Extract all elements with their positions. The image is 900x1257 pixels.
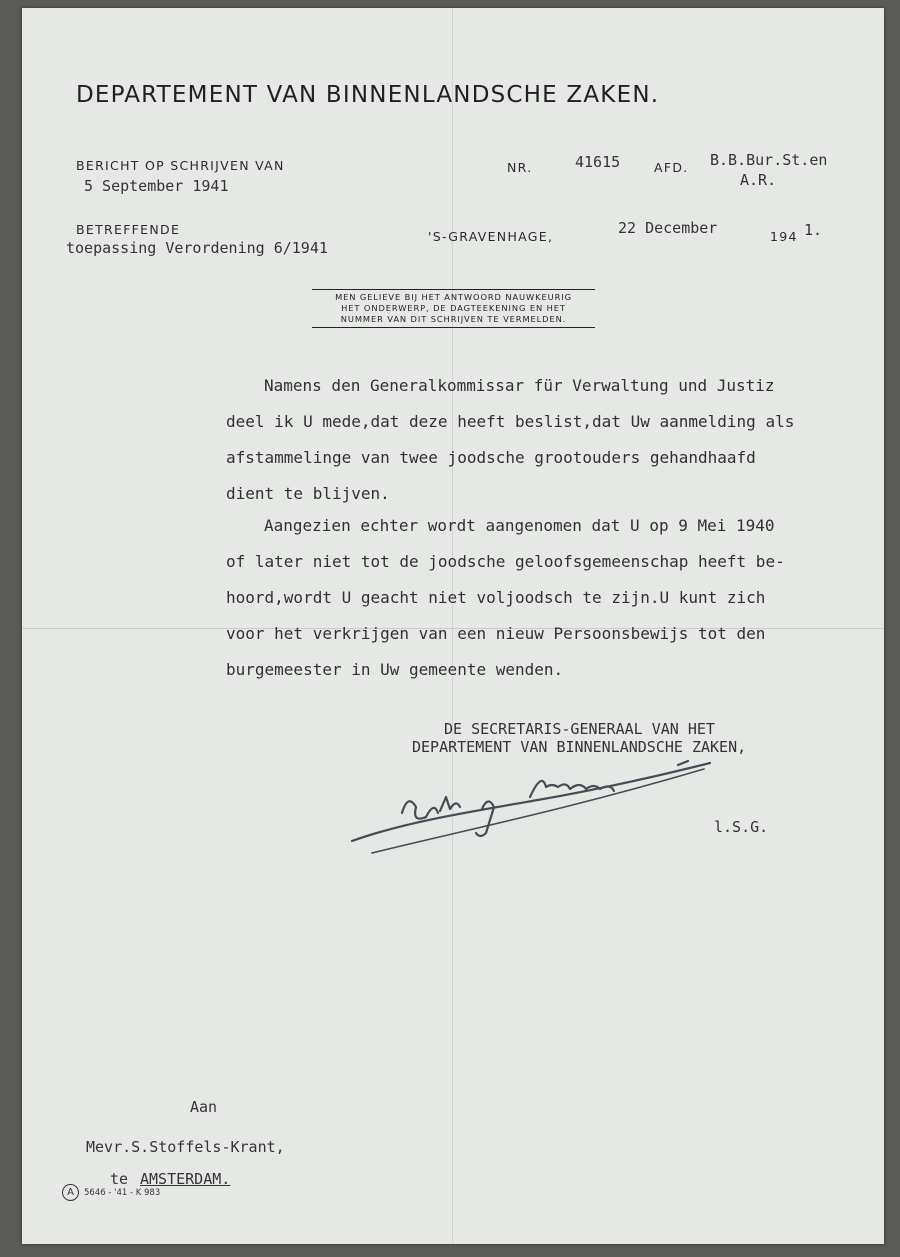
body-p1-line1: Namens den Generalkommissar für Verwaltung und Justiz [264, 376, 775, 395]
body-p2-line3: hoord,wordt U geacht niet voljoodsch te zijn.U kunt zich [226, 588, 766, 607]
bericht-label: BERICHT OP SCHRIJVEN VAN [76, 158, 285, 173]
body-p2-line4: voor het verkrijgen van een nieuw Persoonsbewijs tot den [226, 624, 766, 643]
addressee-city: AMSTERDAM. [140, 1170, 231, 1188]
signature-title-line2: DEPARTEMENT VAN BINNENLANDSCHE ZAKEN, [412, 738, 747, 756]
addressee-aan: Aan [190, 1098, 218, 1116]
betreffende-value: toepassing Verordening 6/1941 [66, 239, 328, 257]
afd-label: AFD. [654, 160, 689, 175]
nr-label: NR. [507, 160, 533, 175]
letter-date: 22 December [618, 219, 718, 237]
reply-notice-line2: HET ONDERWERP, DE DAGTEEKENING EN HET [341, 303, 566, 313]
printer-code: 5646 - '41 - K 983 [84, 1188, 161, 1198]
afd-value-line2: A.R. [740, 171, 777, 189]
reply-notice [312, 289, 595, 328]
handwritten-signature [342, 753, 722, 863]
body-p2-line5: burgemeester in Uw gemeente wenden. [226, 660, 564, 679]
body-p2-line1: Aangezien echter wordt aangenomen dat U op 9 Mei 1940 [264, 516, 775, 535]
lsg-mark: l.S.G. [714, 818, 769, 836]
printer-mark-icon: A [62, 1184, 79, 1201]
nr-value: 41615 [575, 153, 621, 171]
year-suffix: 1. [804, 221, 823, 239]
addressee-name: Mevr.S.Stoffels-Krant, [86, 1138, 285, 1156]
letter-sheet [22, 8, 884, 1244]
reply-notice-line1: MEN GELIEVE BIJ HET ANTWOORD NAUWKEURIG [335, 292, 572, 302]
betreffende-label: BETREFFENDE [76, 222, 181, 237]
place-label: 'S-GRAVENHAGE, [428, 229, 554, 244]
year-prefix: 194 [770, 229, 798, 244]
body-p2-line2: of later niet tot de joodsche geloofsgemeenschap heeft be- [226, 552, 785, 571]
body-p1-line2: deel ik U mede,dat deze heeft beslist,dat Uw aanmelding als [226, 412, 795, 431]
signature-title-line1: DE SECRETARIS-GENERAAL VAN HET [444, 720, 715, 738]
addressee-te: te [110, 1170, 129, 1188]
body-p1-line3: afstammelinge van twee joodsche grootouders gehandhaafd [226, 448, 756, 467]
letterhead-title: DEPARTEMENT VAN BINNENLANDSCHE ZAKEN. [76, 82, 660, 108]
reply-notice-line3: NUMMER VAN DIT SCHRIJVEN TE VERMELDEN. [340, 314, 567, 324]
body-p1-line4: dient te blijven. [226, 484, 390, 503]
bericht-date: 5 September 1941 [84, 177, 229, 195]
afd-value-line1: B.B.Bur.St.en [710, 151, 828, 169]
